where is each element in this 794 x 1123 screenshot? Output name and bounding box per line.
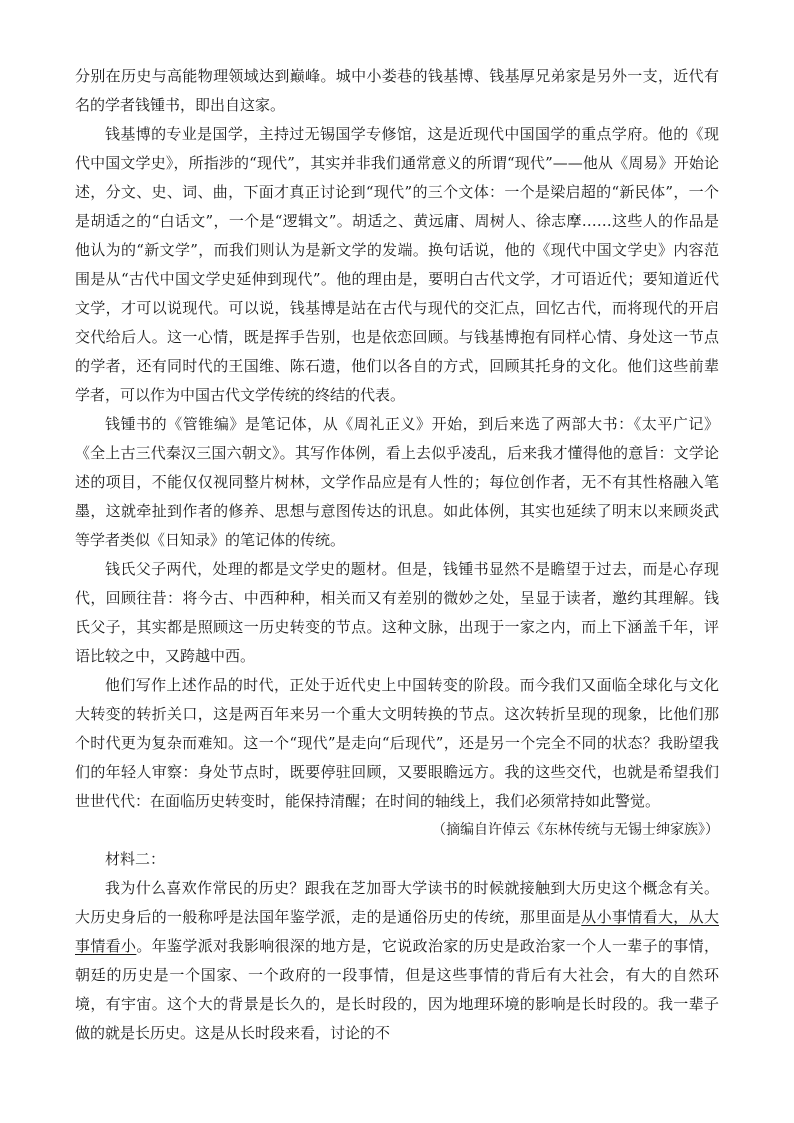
paragraph-qian-jibo: 钱基博的专业是国学，主持过无锡国学专修馆，这是近现代中国国学的重点学府。他的《现代中国文学史》，所指涉的“现代”，其实并非我们通常意义的所谓“现代”——他从《周易》开始论述，分文、史、词、曲，下面才真正讨论到“现代”的三个文体：一个是梁启超的“新民体”，一个是胡适之的“白话文”，一个是“逻辑文”。胡适之、黄远庸、周树人、徐志摩……这些人的作品是他认为的“新文学”，而我们则认为是新文学的发端。换句话说，他的《现代中国文学史》内容范围是从“古代中国文学史延伸到现代”。他的理由是，要明白古代文学，才可语近代；要知道近代文学，才可以说现代。可以说，钱基博是站在古代与现代的交汇点，回忆古代，而将现代的开启交代给后人。这一心情，既是挥手告别，也是依恋回顾。与钱基博抱有同样心情、身处这一节点的学者，还有同时代的王国维、陈石遗，他们以各自的方式，回顾其托身的文化。他们这些前辈学者，可以作为中国古代文学传统的终结的代表。	[75, 125, 719, 404]
paragraph-big-history-end: 。年鉴学派对我影响很深的地方是，它说政治家的历史是政治家一个人一辈子的事情，朝廷的历史是一个国家、一个政府的一段事情，但是这些事情的背后有大社会，有大的自然环境，有宇宙。这个大的背景是长久的，是长时段的，因为地理环境的影响是长时段的。我一辈子做的就是长历史。这是从长时段来看，讨论的不	[75, 937, 719, 1042]
paragraph-big-history	[75, 874, 719, 1048]
material-two-label: 材料二：	[105, 850, 166, 868]
paragraph-continued: 分别在历史与高能物理领域达到巅峰。城中小娄巷的钱基博、钱基厚兄弟家是另外一支，近代有名的学者钱锺书，即出自这家。	[75, 67, 719, 114]
paragraph-transition: 他们写作上述作品的时代，正处于近代史上中国转变的阶段。而今我们又面临全球化与文化大转变的转折关口，这是两百年来另一个重大文明转换的节点。这次转折呈现的现象，比他们那个时代更为复杂而难知。这一个“现代”是走向“后现代”，还是另一个完全不同的状态？我盼望我们的年轻人审察：身处节点时，既要停驻回顾，又要眼瞻远方。我的这些交代，也就是希望我们世世代代：在面临历史转变时，能保持清醒；在时间的轴线上，我们必须常持如此警觉。	[75, 676, 719, 810]
paragraph-father-son: 钱氏父子两代，处理的都是文学史的题材。但是，钱锺书显然不是瞻望于过去，而是心存现代，回顾往昔：将今古、中西种种，相关而又有差别的微妙之处，呈显于读者，邀约其理解。钱氏父子，其实都是照顾这一历史转变的节点。这种文脉，出现于一家之内，而上下涵盖千年，评语比较之中，又跨越中西。	[75, 560, 719, 665]
paragraph-big-history-start: 我为什么喜欢作常民的历史？跟我在芝加哥大学读书的时候就接触到大历史这个概念有关。大历史身后的一般称呼是法国年鉴学派，走的是通俗历史的传统，那里面是	[75, 879, 719, 926]
paragraph-guanzhuibian: 钱锺书的《管锥编》是笔记体，从《周礼正义》开始，到后来选了两部大书：《太平广记》《全上古三代秦汉三国六朝文》。其写作体例，看上去似乎凌乱，后来我才懂得他的意旨：文学论述的项目，不能仅仅视同整片树林，文学作品应是有人性的；每位创作者，无不有其性格融入笔墨，这就牵扯到作者的修养、思想与意图传达的讯息。如此体例，其实也延续了明末以来顾炎武等学者类似《日知录》的笔记体的传统。	[75, 415, 719, 549]
article-body	[75, 62, 719, 1048]
underlined-phrase: 从小事情看大，从大事情看小	[75, 908, 719, 955]
source-citation: （摘编自许倬云《东林传统与无锡士绅家族》）	[432, 822, 719, 838]
